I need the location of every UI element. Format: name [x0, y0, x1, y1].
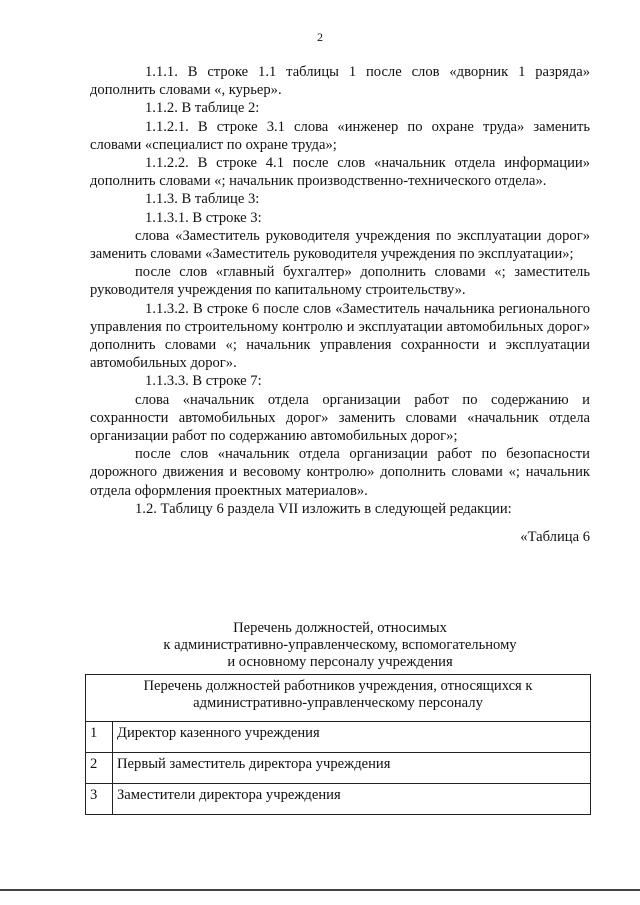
row-number: 3 — [86, 784, 113, 815]
paragraph: 1.1.3. В таблице 3: — [145, 191, 260, 208]
row-position: Первый заместитель директора учреждения — [113, 753, 591, 784]
title-line: и основному персоналу учреждения — [227, 654, 453, 670]
paragraph: 1.2. Таблицу 6 раздела VII изложить в следующей редакции: — [135, 500, 512, 517]
page-number: 2 — [317, 30, 323, 44]
row-position: Заместители директора учреждения — [113, 784, 591, 815]
table-label: «Таблица 6 — [520, 529, 590, 546]
paragraph: после слов «начальник отдела организации работ по безопасности дорожного движения и весовому контролю» дополнить словами «; начальник отдела оформления проектных материалов». — [90, 446, 590, 499]
paragraph: слова «начальник отдела организации работ по содержанию и сохранности автомобильных дорог» заменить словами «начальник отдела организации работ по содержанию автомобильных дорог»; — [90, 391, 590, 445]
table-header-row — [86, 675, 591, 722]
title-line: к административно-управленческому, вспомогательному — [163, 637, 517, 653]
scan-edge-line — [0, 889, 640, 891]
table-row — [86, 753, 591, 784]
document-body — [90, 63, 590, 546]
table-header — [86, 675, 591, 722]
row-number: 1 — [86, 722, 113, 753]
paragraph: слова «Заместитель руководителя учреждения по эксплуатации дорог» заменить словами «Заместитель руководителя учреждения по эксплуатации»; — [90, 227, 590, 263]
paragraph: после слов «главный бухгалтер» дополнить словами «; заместитель руководителя учреждения по капитальному строительству». — [90, 264, 590, 299]
paragraph: 1.1.3.2. В строке 6 после слов «Заместитель начальника регионального управления по строительному контролю и эксплуатации автомобильных дорог» дополнить словами «; начальник управления сохранности и эксплуатации автомобильных дорог». — [90, 300, 590, 372]
paragraph: 1.1.1. В строке 1.1 таблицы 1 после слов «дворник 1 разряда» дополнить словами «, курьер». — [90, 64, 590, 99]
paragraph: 1.1.2.1. В строке 3.1 слова «инженер по охране труда» заменить словами «специалист по охране труда»; — [90, 118, 590, 153]
table-row — [86, 784, 591, 815]
paragraph: 1.1.3.3. В строке 7: — [145, 373, 262, 390]
positions-table — [85, 674, 591, 815]
paragraph: 1.1.2.2. В строке 4.1 после слов «начальник отдела информации» дополнить словами «; начальник производственно-технического отдела». — [90, 155, 590, 190]
table-title — [90, 620, 590, 671]
paragraph: 1.1.3.1. В строке 3: — [145, 209, 262, 226]
row-position: Директор казенного учреждения — [113, 722, 591, 753]
header-line: административно-управленческому персоналу — [193, 695, 483, 711]
table-row — [86, 722, 591, 753]
title-line: Перечень должностей, относимых — [233, 620, 447, 636]
paragraph: 1.1.2. В таблице 2: — [145, 100, 260, 117]
row-number: 2 — [86, 753, 113, 784]
header-line: Перечень должностей работников учреждения, относящихся к — [143, 678, 533, 694]
